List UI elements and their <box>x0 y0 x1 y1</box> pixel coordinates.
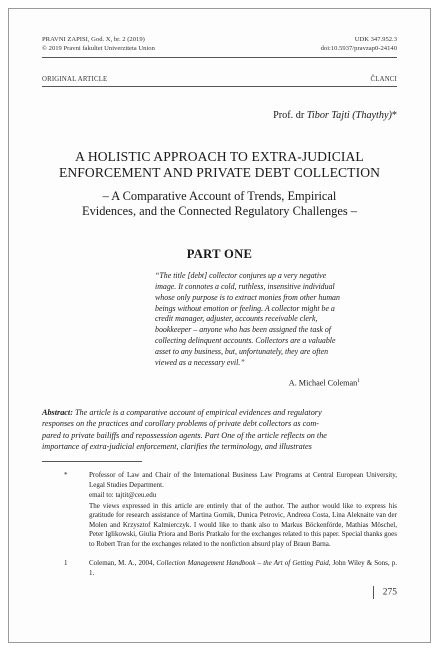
part-heading: PART ONE <box>186 247 253 261</box>
author-prefix: Prof. dr <box>273 110 307 121</box>
epigraph-line: asset to any business, but, unfortunately, they are often <box>155 346 329 356</box>
doi-link[interactable]: doi:10.5937/pravzap0-24140 <box>320 44 397 52</box>
author-footnote-mark[interactable]: * <box>391 110 397 121</box>
epigraph-line: viewed as a necessary evil.” <box>155 357 245 367</box>
epigraph-author: A. Michael Coleman <box>288 378 358 388</box>
subtitle-line: – A Comparative Account of Trends, Empirical <box>102 189 337 203</box>
footnote-mark: 1 <box>64 559 68 567</box>
article-title <box>42 149 397 181</box>
abstract-line: responses on the practices and corollary problems of private debt collectors as com- <box>42 419 319 429</box>
udk-code: UDK 347.952.3 <box>354 36 397 43</box>
epigraph-line: collecting delinquent accounts. Collectors are a valuable <box>155 336 336 346</box>
epigraph-attribution <box>289 378 360 388</box>
epigraph-line: whose only purpose is to extract monies from other human <box>155 292 340 302</box>
abstract-label: Abstract: <box>42 408 73 417</box>
epigraph-line: “The title [debt] collector conjures up a very negative <box>155 271 327 280</box>
page-number: 275 <box>373 586 397 599</box>
running-header-left <box>42 36 155 53</box>
epigraph-line: beings without emotion or feeling. A collector might be a <box>155 303 335 313</box>
epigraph-line: bookkeeper – anyone who has been assigned the task of <box>155 325 331 335</box>
epigraph-line: image. It connotes a cold, ruthless, insensitive individual <box>155 281 335 291</box>
abstract-line: importance of extra-judicial enforcement, clarifies the terminology, and illustrates <box>42 441 312 451</box>
section-label: ČLANCI <box>370 76 397 83</box>
page-number-divider <box>373 586 374 599</box>
copyright-line: © 2019 Pravni fakultet Univerziteta Union <box>42 44 155 52</box>
footnote-ref-1[interactable]: 1 <box>357 378 360 384</box>
title-line: A HOLISTIC APPROACH TO EXTRA-JUDICIAL <box>75 149 364 164</box>
book-title: Collection Management Handbook – the Art of Getting Paid <box>156 559 329 567</box>
header-rule <box>42 57 397 58</box>
article-type-label: ORIGINAL ARTICLE <box>42 76 108 83</box>
article-subtitle <box>42 189 397 219</box>
subtitle-line: Evidences, and the Connected Regulatory Challenges – <box>82 204 357 218</box>
epigraph-quote <box>155 271 364 369</box>
epigraph-line: credit manager, adjuster, accounts receivable clerk, <box>155 314 318 324</box>
footnote-mark: * <box>64 471 68 479</box>
footnote-affiliation: Professor of Law and Chair of the International Business Law Programs at Central European University, Legal Studies Department. <box>89 471 397 489</box>
author-name: Tibor Tajti (Thaythy) <box>306 110 392 121</box>
title-line: ENFORCEMENT AND PRIVATE DEBT COLLECTION <box>58 165 381 180</box>
footnote-acknowledgements: The views expressed in this article are entirely that of the author. The author would like to express his gratitude for research assistance of Martina Gornik, Dunica Petrovic, Andreea Costa, Lina Aleknaite van der Molen and Krzysztof Kalmierczyk. I would like to thank also to Markus Böckenförde, Mathias Möschel, Peter Iglikowski, Giulia Priora and Boris Pratkalo for the exchanges related to this paper. Special thanks goes to Robert Tran for the exchanges related to the nonfiction absurd play of Braun Barna. <box>89 501 397 548</box>
author-line <box>273 110 397 121</box>
abstract-line: pared to private bailiffs and repossession agents. Part One of the article reflects on the <box>42 430 327 440</box>
footnote-1: 1 Coleman, M. A., 2004, Collection Management Handbook – the Art of Getting Paid, John Wiley & Sons, p. 1. <box>64 559 398 577</box>
footnote-email[interactable]: email to: tajtit@ceu.edu <box>89 491 157 500</box>
footnote-star <box>42 471 397 551</box>
journal-name: PRAVNI ZAPISI, God. X, br. 2 (2019) <box>42 36 145 43</box>
footnote-rule <box>42 461 142 462</box>
article-page <box>8 8 431 643</box>
abstract-line: Abstract: The article is a comparative account of empirical evidences and regulatory <box>42 408 322 417</box>
running-header-right <box>321 36 397 53</box>
section-rule <box>42 86 397 87</box>
abstract <box>42 407 397 452</box>
